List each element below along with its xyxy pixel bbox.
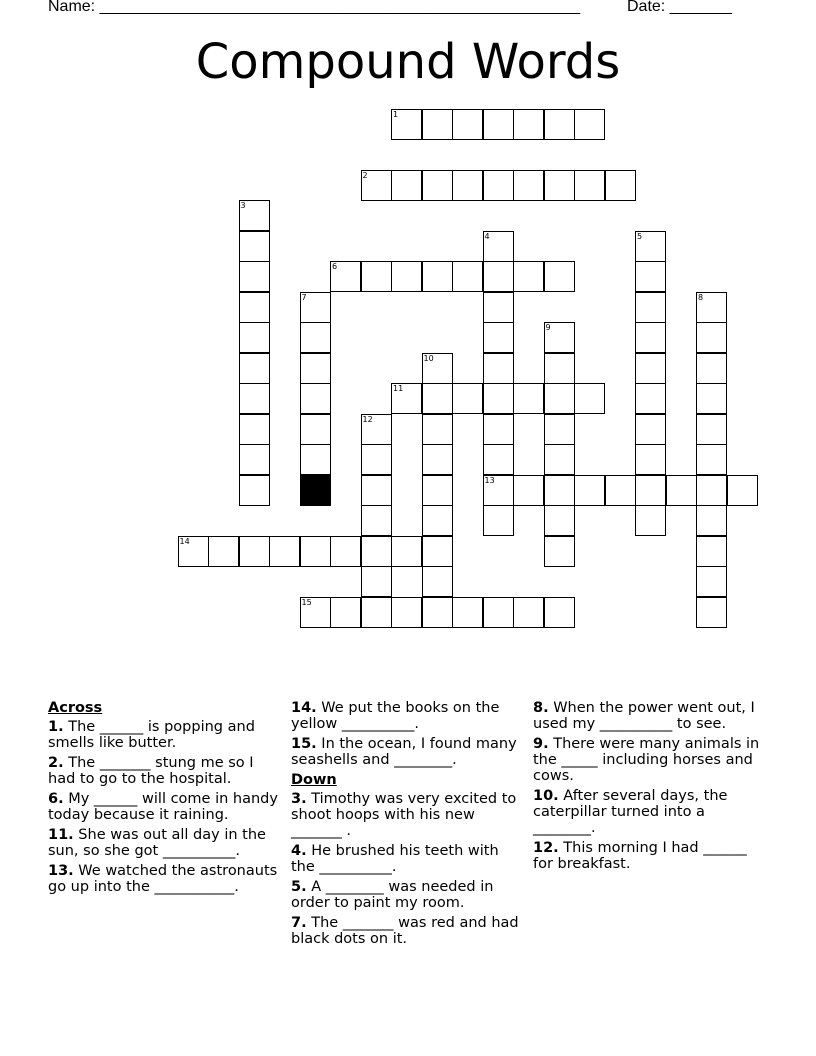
clue-number-label: 15 — [301, 597, 312, 607]
grid-cell[interactable] — [422, 444, 453, 475]
grid-cell[interactable] — [635, 292, 666, 323]
grid-cell[interactable] — [574, 109, 605, 140]
grid-cell[interactable] — [239, 231, 270, 262]
grid-cell[interactable] — [452, 109, 483, 140]
grid-cell[interactable] — [696, 292, 727, 323]
clue-number: 7. — [291, 915, 307, 931]
grid-cell[interactable] — [178, 536, 209, 567]
clue-text: When the power went out, I used my __________ to see. — [533, 700, 755, 732]
grid-cell[interactable] — [635, 231, 666, 262]
grid-cell[interactable] — [696, 505, 727, 536]
clue-text: We watched the astronauts go up into the ___________. — [48, 863, 278, 895]
grid-cell[interactable] — [239, 475, 270, 506]
grid-cell[interactable] — [452, 383, 483, 414]
grid-cell[interactable] — [300, 444, 331, 475]
grid-cell[interactable] — [391, 170, 422, 201]
grid-cell[interactable] — [483, 261, 514, 292]
grid-cell[interactable] — [361, 566, 392, 597]
clue-number-label: 1 — [393, 109, 399, 119]
grid-cell[interactable] — [422, 414, 453, 445]
grid-cell[interactable] — [696, 444, 727, 475]
clue-number-label: 13 — [484, 475, 495, 485]
black-grid-cell — [300, 475, 331, 506]
clue-number-label: 7 — [301, 292, 307, 302]
grid-cell[interactable] — [483, 383, 514, 414]
clue-text: In the ocean, I found many seashells and ________. — [291, 736, 517, 768]
grid-cell[interactable] — [239, 353, 270, 384]
grid-cell[interactable] — [513, 170, 544, 201]
grid-cell[interactable] — [422, 109, 453, 140]
grid-cell[interactable] — [544, 444, 575, 475]
grid-cell[interactable] — [239, 444, 270, 475]
grid-cell[interactable] — [635, 353, 666, 384]
clue-across-6 — [48, 791, 280, 823]
grid-cell[interactable] — [696, 566, 727, 597]
across-heading: Across — [48, 700, 103, 716]
grid-cell[interactable] — [483, 292, 514, 323]
grid-cell[interactable] — [330, 597, 361, 628]
grid-cell[interactable] — [696, 536, 727, 567]
clue-text: After several days, the caterpillar turned into a ________. — [533, 788, 728, 836]
grid-cell[interactable] — [239, 536, 270, 567]
grid-cell[interactable] — [574, 475, 605, 506]
grid-cell[interactable] — [544, 353, 575, 384]
clue-text: We put the books on the yellow __________. — [291, 700, 500, 732]
grid-cell[interactable] — [208, 536, 239, 567]
clue-number: 11. — [48, 827, 74, 843]
clue-down-7 — [291, 915, 523, 947]
grid-cell[interactable] — [422, 505, 453, 536]
grid-cell[interactable] — [239, 414, 270, 445]
grid-cell[interactable] — [361, 414, 392, 445]
grid-cell[interactable] — [422, 536, 453, 567]
grid-cell[interactable] — [483, 505, 514, 536]
grid-cell[interactable] — [483, 322, 514, 353]
grid-cell[interactable] — [483, 475, 514, 506]
grid-cell[interactable] — [300, 383, 331, 414]
clue-text: A ________ was needed in order to paint my room. — [291, 879, 494, 911]
grid-cell[interactable] — [422, 261, 453, 292]
clue-text: He brushed his teeth with the __________. — [291, 843, 499, 875]
grid-cell[interactable] — [544, 261, 575, 292]
clue-number: 15. — [291, 736, 317, 752]
grid-cell[interactable] — [269, 536, 300, 567]
grid-cell[interactable] — [330, 261, 361, 292]
grid-cell[interactable] — [422, 170, 453, 201]
grid-cell[interactable] — [300, 597, 331, 628]
clue-number-label: 3 — [240, 201, 246, 210]
clue-down-4 — [291, 843, 523, 875]
grid-cell[interactable] — [544, 536, 575, 567]
grid-cell[interactable] — [513, 597, 544, 628]
clue-number-label: 10 — [423, 353, 434, 363]
clue-down-10 — [533, 788, 765, 836]
grid-cell[interactable] — [361, 444, 392, 475]
grid-cell[interactable] — [635, 322, 666, 353]
grid-cell[interactable] — [544, 414, 575, 445]
grid-cell[interactable] — [361, 536, 392, 567]
clue-text: The ______ is popping and smells like butter. — [48, 719, 255, 751]
clue-number-label: 12 — [362, 414, 373, 424]
grid-cell[interactable] — [605, 475, 636, 506]
clue-number: 8. — [533, 700, 549, 716]
grid-cell[interactable] — [361, 597, 392, 628]
clue-number: 13. — [48, 863, 74, 879]
grid-cell[interactable] — [635, 444, 666, 475]
clue-across-1 — [48, 719, 280, 751]
clue-across-15 — [291, 736, 523, 768]
grid-cell[interactable] — [574, 170, 605, 201]
clue-across-13 — [48, 863, 280, 895]
grid-cell[interactable] — [544, 597, 575, 628]
clue-down-12 — [533, 840, 765, 872]
grid-cell[interactable] — [635, 475, 666, 506]
clue-number: 10. — [533, 788, 559, 804]
clue-text: She was out all day in the sun, so she got __________. — [48, 827, 266, 859]
clue-down-3 — [291, 791, 523, 839]
grid-cell[interactable] — [696, 597, 727, 628]
name-field-label: Name: ______________________________________________________ — [48, 0, 581, 15]
grid-cell[interactable] — [422, 383, 453, 414]
grid-cell[interactable] — [452, 597, 483, 628]
grid-cell[interactable] — [696, 383, 727, 414]
grid-cell[interactable] — [696, 414, 727, 445]
clue-text: There were many animals in the _____ including horses and cows. — [533, 736, 760, 784]
grid-cell[interactable] — [239, 261, 270, 292]
grid-cell[interactable] — [452, 261, 483, 292]
clue-across-11 — [48, 827, 280, 859]
grid-cell[interactable] — [513, 109, 544, 140]
clue-number-label: 9 — [545, 323, 551, 332]
clue-across-14 — [291, 700, 523, 732]
clues-column-1 — [48, 700, 280, 899]
grid-cell[interactable] — [696, 353, 727, 384]
grid-cell[interactable] — [635, 505, 666, 536]
clue-down-8 — [533, 700, 765, 732]
grid-cell[interactable] — [300, 414, 331, 445]
clue-number-label: 14 — [179, 536, 190, 546]
clue-number-label: 5 — [637, 231, 643, 241]
grid-cell[interactable] — [422, 597, 453, 628]
clue-text: This morning I had ______ for breakfast. — [533, 840, 747, 872]
clue-number: 14. — [291, 700, 317, 716]
grid-cell[interactable] — [361, 475, 392, 506]
clue-number: 5. — [291, 879, 307, 895]
clues-column-3 — [533, 700, 765, 876]
clue-across-2 — [48, 755, 280, 787]
grid-cell[interactable] — [300, 353, 331, 384]
grid-cell[interactable] — [239, 322, 270, 353]
grid-cell[interactable] — [544, 475, 575, 506]
grid-cell[interactable] — [513, 261, 544, 292]
grid-cell[interactable] — [483, 231, 514, 262]
grid-cell[interactable] — [574, 383, 605, 414]
grid-cell[interactable] — [544, 383, 575, 414]
grid-cell[interactable] — [452, 170, 483, 201]
grid-cell[interactable] — [391, 109, 422, 140]
grid-cell[interactable] — [635, 414, 666, 445]
grid-cell[interactable] — [422, 475, 453, 506]
clue-number-label: 4 — [484, 231, 490, 241]
clue-number: 2. — [48, 755, 64, 771]
clue-number-label: 8 — [698, 292, 704, 302]
grid-cell[interactable] — [727, 475, 758, 506]
clue-number: 12. — [533, 840, 559, 856]
clue-text: The _______ stung me so I had to go to the hospital. — [48, 755, 254, 787]
grid-cell[interactable] — [635, 383, 666, 414]
grid-cell[interactable] — [544, 109, 575, 140]
grid-cell[interactable] — [300, 322, 331, 353]
clue-number: 1. — [48, 719, 64, 735]
clues-column-2 — [291, 700, 523, 951]
grid-cell[interactable] — [635, 261, 666, 292]
grid-cell[interactable] — [422, 566, 453, 597]
grid-cell[interactable] — [300, 292, 331, 323]
clue-number: 3. — [291, 791, 307, 807]
grid-cell[interactable] — [513, 475, 544, 506]
clue-text: Timothy was very excited to shoot hoops with his new _______ . — [291, 791, 517, 839]
grid-cell[interactable] — [696, 322, 727, 353]
clue-down-5 — [291, 879, 523, 911]
grid-cell[interactable] — [544, 322, 575, 353]
grid-cell[interactable] — [391, 261, 422, 292]
grid-cell[interactable] — [483, 353, 514, 384]
clue-text: My ______ will come in handy today because it raining. — [48, 791, 278, 823]
grid-cell[interactable] — [361, 505, 392, 536]
grid-cell[interactable] — [483, 414, 514, 445]
grid-cell[interactable] — [605, 170, 636, 201]
grid-cell[interactable] — [361, 170, 392, 201]
clue-number: 6. — [48, 791, 64, 807]
clue-number: 9. — [533, 736, 549, 752]
grid-cell[interactable] — [483, 597, 514, 628]
grid-cell[interactable] — [239, 200, 270, 231]
grid-cell[interactable] — [483, 109, 514, 140]
grid-cell[interactable] — [696, 475, 727, 506]
clue-number-label: 11 — [393, 384, 404, 393]
clue-text: The _______ was red and had black dots on it. — [291, 915, 519, 947]
grid-cell[interactable] — [391, 383, 422, 414]
clue-number: 4. — [291, 843, 307, 859]
grid-cell[interactable] — [391, 536, 422, 567]
grid-cell[interactable] — [422, 353, 453, 384]
grid-cell[interactable] — [239, 383, 270, 414]
date-field-label: Date: _______ — [627, 0, 732, 15]
grid-cell[interactable] — [361, 261, 392, 292]
down-heading: Down — [291, 772, 337, 788]
grid-cell[interactable] — [544, 170, 575, 201]
grid-cell[interactable] — [544, 505, 575, 536]
grid-cell[interactable] — [666, 475, 697, 506]
clue-down-9 — [533, 736, 765, 784]
grid-cell[interactable] — [391, 597, 422, 628]
grid-cell[interactable] — [330, 536, 361, 567]
page-title: Compound Words — [195, 34, 621, 90]
clue-number-label: 6 — [332, 262, 338, 271]
grid-cell[interactable] — [300, 536, 331, 567]
clue-number-label: 2 — [362, 170, 368, 180]
grid-cell[interactable] — [239, 292, 270, 323]
grid-cell[interactable] — [483, 170, 514, 201]
grid-cell[interactable] — [513, 383, 544, 414]
grid-cell[interactable] — [483, 444, 514, 475]
